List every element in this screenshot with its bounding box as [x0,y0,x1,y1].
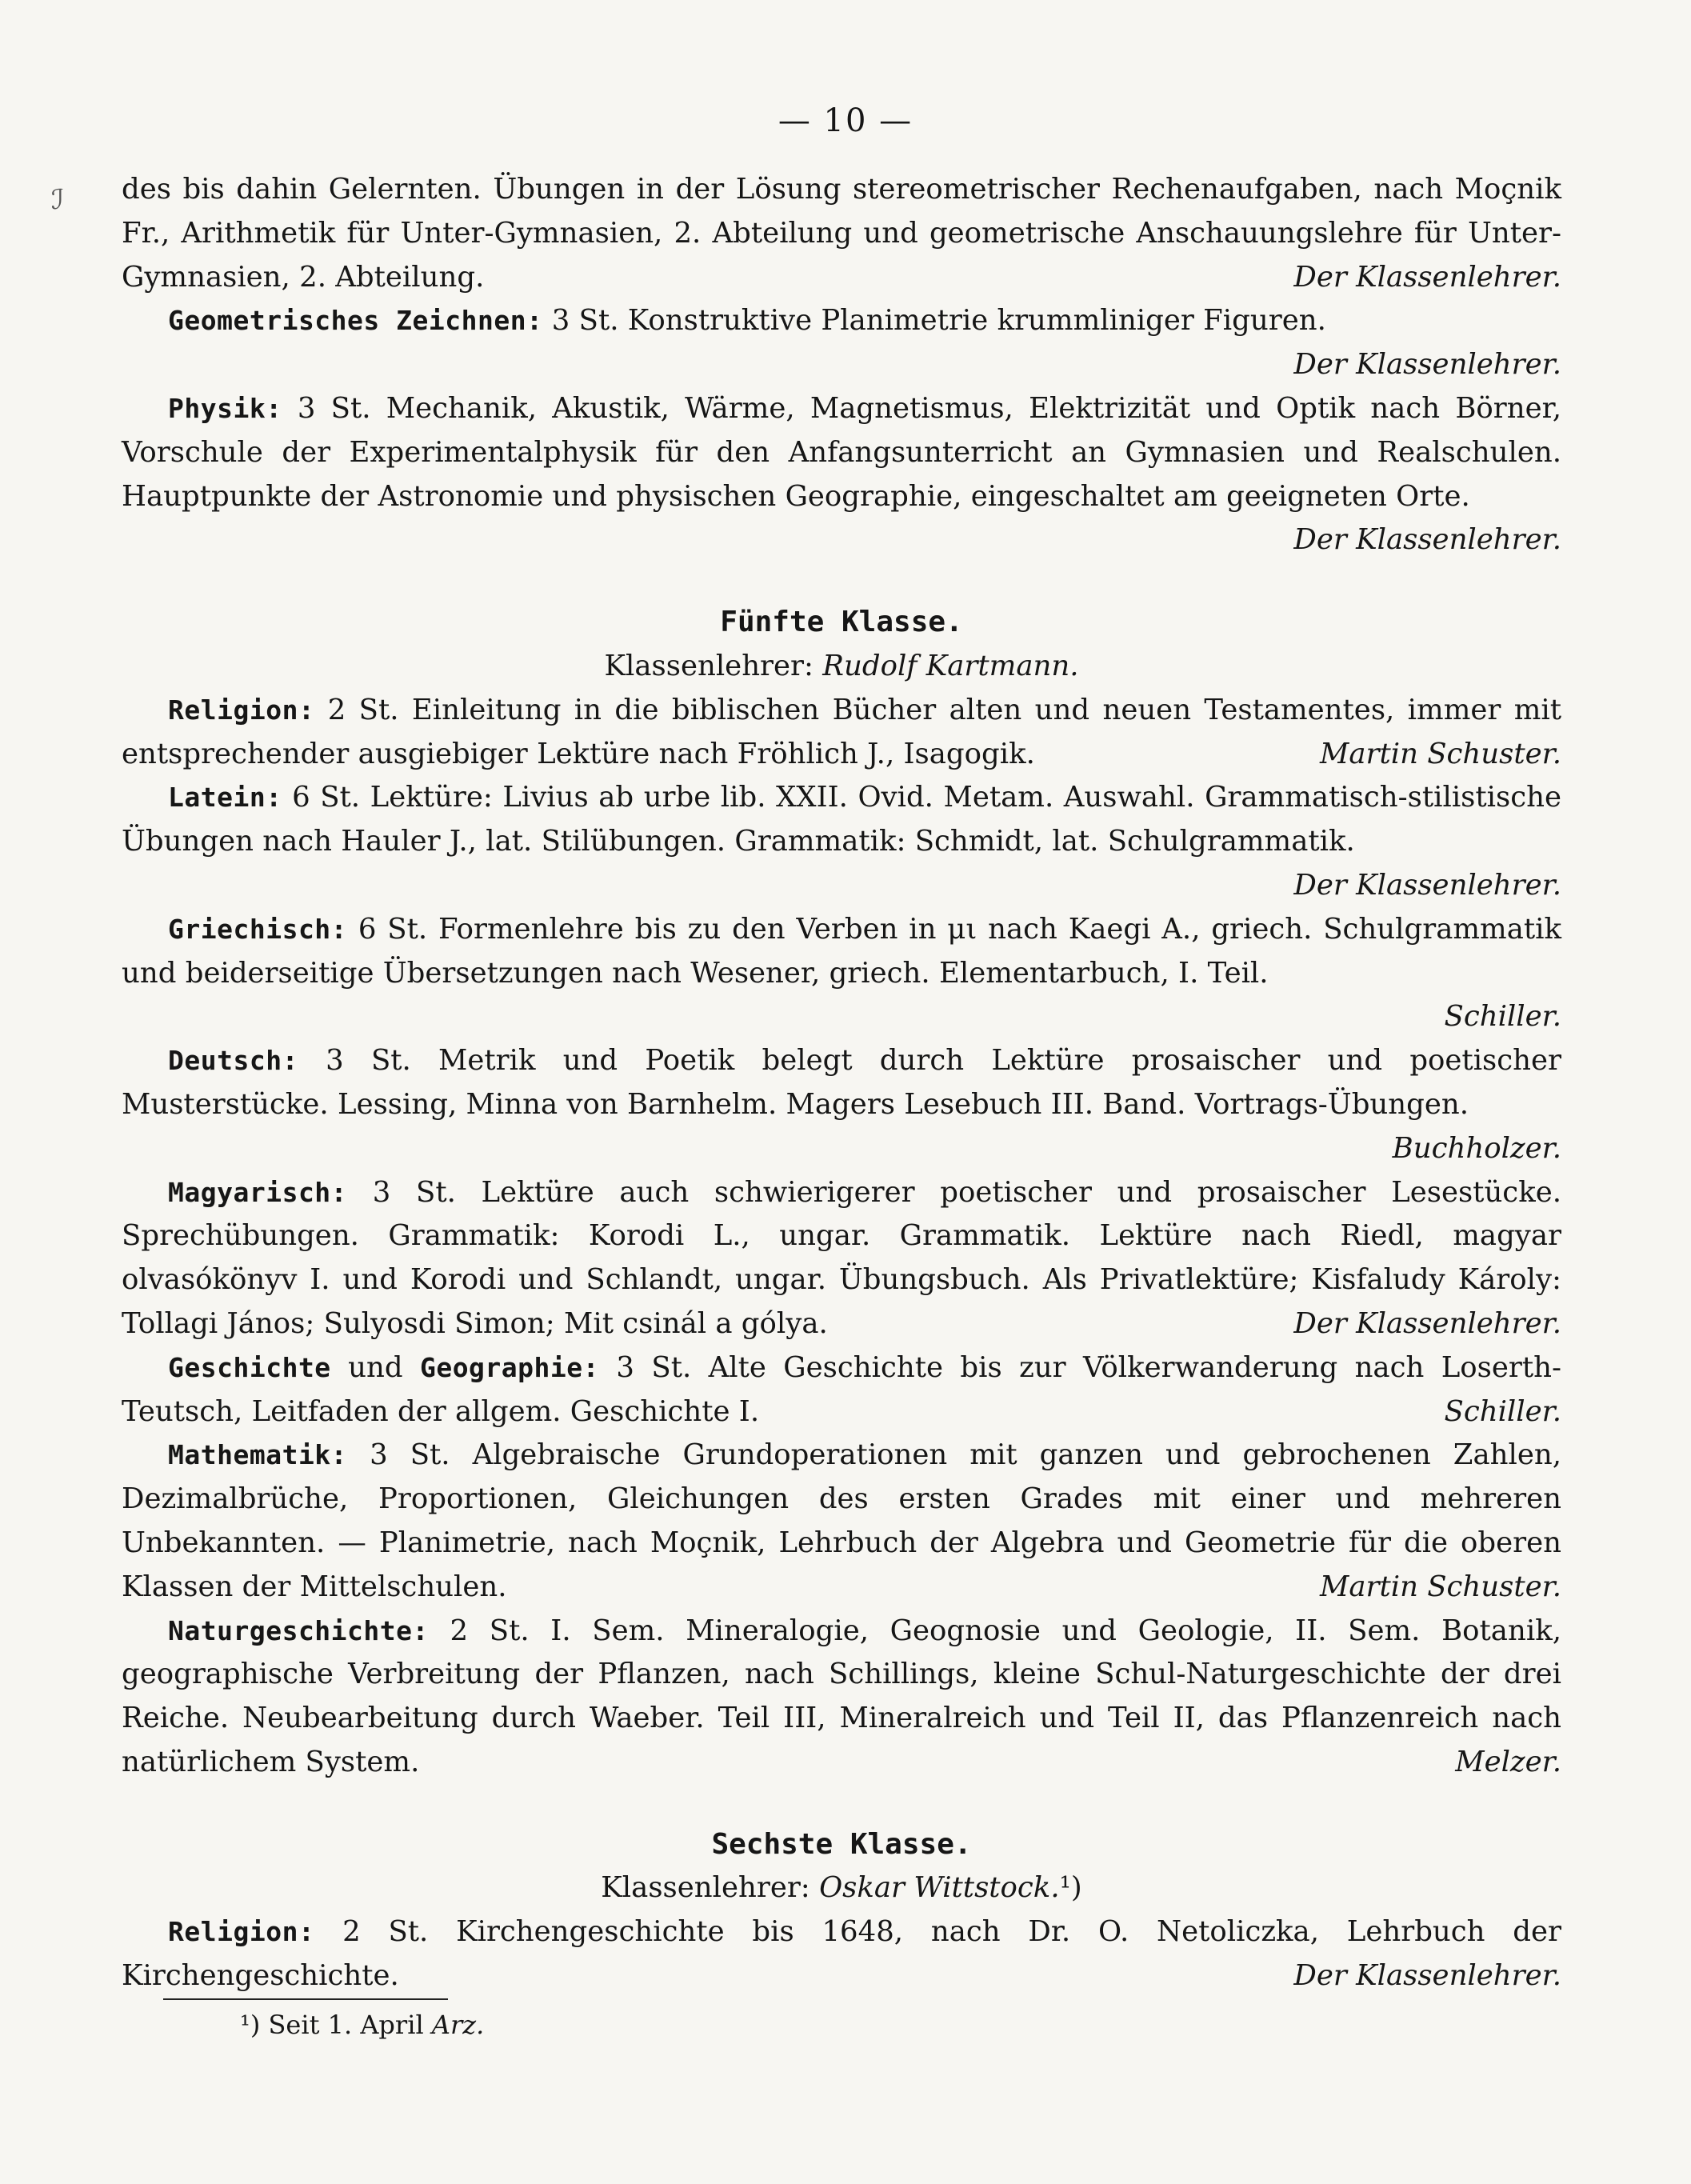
geschichte-und: und [348,1350,403,1384]
page-body [122,168,1561,1998]
naturgeschichte-teacher: Melzer. [1455,1745,1561,1778]
religion-5-text: 2 St. Einleitung in die biblischen Bücher alten und neuen Testamentes, immer mit entsprechender ausgiebiger Lektüre nach Fröhlich J., Isagogik. [122,693,1561,770]
magyarisch-teacher: Der Klassenlehrer. [1293,1306,1561,1340]
margin-mark: ℐ [51,184,64,216]
fuenfte-klassenlehrer [122,645,1561,689]
subject-griechisch: Griechisch: [168,913,348,945]
griechisch-paragraph [122,908,1561,1039]
footnote-text: Seit 1. April [268,2010,424,2040]
subject-geographie: Geographie: [419,1351,599,1383]
mathematik-teacher: Martin Schuster. [1319,1570,1561,1603]
subject-magyarisch: Magyarisch: [168,1176,348,1208]
subject-physik: Physik: [168,392,282,424]
physik-paragraph [122,387,1561,562]
subject-naturgeschichte: Naturgeschichte: [168,1614,429,1646]
subject-latein: Latein: [168,782,282,814]
geschichte-teacher: Schiller. [1444,1394,1561,1428]
naturgeschichte-text: 2 St. I. Sem. Mineralogie, Geognosie und Geologie, II. Sem. Botanik, geographische Verbreitung der Pflanzen, nach Schillings, kleine Schul-Naturgeschichte der drei Reiche. Neubearbeitung durch Waeber. Teil III, Mineralreich und Teil II, das Pflanzenreich nach natürlichem System. [122,1614,1561,1778]
subject-religion: Religion: [168,1916,315,1948]
deutsch-text: 3 St. Metrik und Poetik belegt durch Lektüre prosaischer und poetischer Musterstücke. Lessing, Minna von Barnhelm. Magers Lesebuch III. Band. Vortrags-Übungen. [122,1044,1561,1121]
klassenlehrer-name: Oskar Wittstock. [819,1871,1060,1905]
deutsch-paragraph [122,1039,1561,1170]
religion-5-teacher: Martin Schuster. [1319,737,1561,770]
subject-geschichte: Geschichte [168,1351,331,1383]
naturgeschichte-paragraph [122,1610,1561,1785]
klassenlehrer-label: Klassenlehrer: [604,649,814,682]
mathematik-paragraph [122,1434,1561,1609]
religion-6-text: 2 St. Kirchengeschichte bis 1648, nach Dr. O. Netoliczka, Lehrbuch der Kirchengeschichte. [122,1915,1561,1993]
latein-text: 6 St. Lektüre: Livius ab urbe lib. XXII. Ovid. Metam. Auswahl. Grammatisch-stilistische Übungen nach Hauler J., lat. Stilübungen. Grammatik: Schmidt, lat. Schulgrammatik. [122,781,1561,858]
page-number: — 10 — [778,102,913,139]
geschichte-paragraph [122,1346,1561,1434]
footnote-name: Arz. [431,2010,485,2040]
intro-text: des bis dahin Gelernten. Übungen in der Lösung stereometrischer Rechenaufgaben, nach Moçnik Fr., Arithmetik für Unter-Gymnasien, 2. Abteilung und geometrische Anschauungslehre für Unter-Gymnasien, 2. Abteilung. [122,173,1561,294]
subject-mathematik: Mathematik: [168,1439,348,1471]
klassenlehrer-name: Rudolf Kartmann. [822,649,1079,682]
religion-6-teacher: Der Klassenlehrer. [1293,1959,1561,1993]
sechste-klassenlehrer [122,1866,1561,1910]
section-title-fuenfte-klasse: Fünfte Klasse. [720,606,963,639]
magyarisch-text: 3 St. Lektüre auch schwierigerer poetischer und prosaischer Lesestücke. Sprechübungen. Grammatik: Korodi L., ungar. Grammatik. Lektüre nach Riedl, magyar olvasókönyv I. und Korodi und Schlandt, ungar. Übungsbuch. Als Privatlektüre; Kisfaludy Károly: Tollagi János; Sulyosdi Simon; Mit csinál a gólya. [122,1175,1561,1340]
latein-teacher: Der Klassenlehrer. [1293,868,1561,902]
geometrisches-text: 3 St. Konstruktive Planimetrie krummliniger Figuren. [551,304,1326,338]
griechisch-text: 6 St. Formenlehre bis zu den Verben in μι nach Kaegi A., griech. Schulgrammatik und beiderseitige Übersetzungen nach Wesener, griech. Elementarbuch, I. Teil. [122,912,1561,990]
footnote-marker: ¹) [240,2010,261,2040]
latein-paragraph [122,776,1561,907]
religion-6-paragraph [122,1910,1561,1998]
geometrisches-teacher: Der Klassenlehrer. [1293,348,1561,382]
religion-5-paragraph [122,689,1561,777]
geschichte-text: 3 St. Alte Geschichte bis zur Völkerwanderung nach Loserth-Teutsch, Leitfaden der allgem. Geschichte I. [122,1350,1562,1428]
magyarisch-paragraph [122,1171,1561,1346]
section-title-sechste-klasse: Sechste Klasse. [711,1827,972,1861]
intro-paragraph [122,168,1561,299]
intro-teacher: Der Klassenlehrer. [1293,260,1561,294]
mathematik-text: 3 St. Algebraische Grundoperationen mit ganzen und gebrochenen Zahlen, Dezimalbrüche, Proportionen, Gleichungen des ersten Grades mit einer und mehreren Unbekannten. — Planimetrie, nach Moçnik, Lehrbuch der Algebra und Geometrie für die oberen Klassen der Mittelschulen. [122,1438,1561,1603]
physik-teacher: Der Klassenlehrer. [1293,523,1561,557]
griechisch-teacher: Schiller. [1444,1000,1561,1034]
footnote-divider [163,1998,448,2000]
klassenlehrer-label: Klassenlehrer: [601,1871,810,1905]
geometrisches-paragraph [122,299,1561,387]
subject-religion: Religion: [168,694,315,726]
deutsch-teacher: Buchholzer. [1392,1131,1561,1165]
subject-geometrisches-zeichnen: Geometrisches Zeichnen: [168,305,543,337]
footnote [240,2010,484,2040]
physik-text: 3 St. Mechanik, Akustik, Wärme, Magnetismus, Elektrizität und Optik nach Börner, Vorschule der Experimentalphysik für den Anfangsunterricht an Gymnasien und Realschulen. Hauptpunkte der Astronomie und physischen Geographie, eingeschaltet am geeigneten Orte. [122,391,1561,513]
subject-deutsch: Deutsch: [168,1045,298,1077]
footnote-reference: ¹) [1059,1871,1082,1905]
